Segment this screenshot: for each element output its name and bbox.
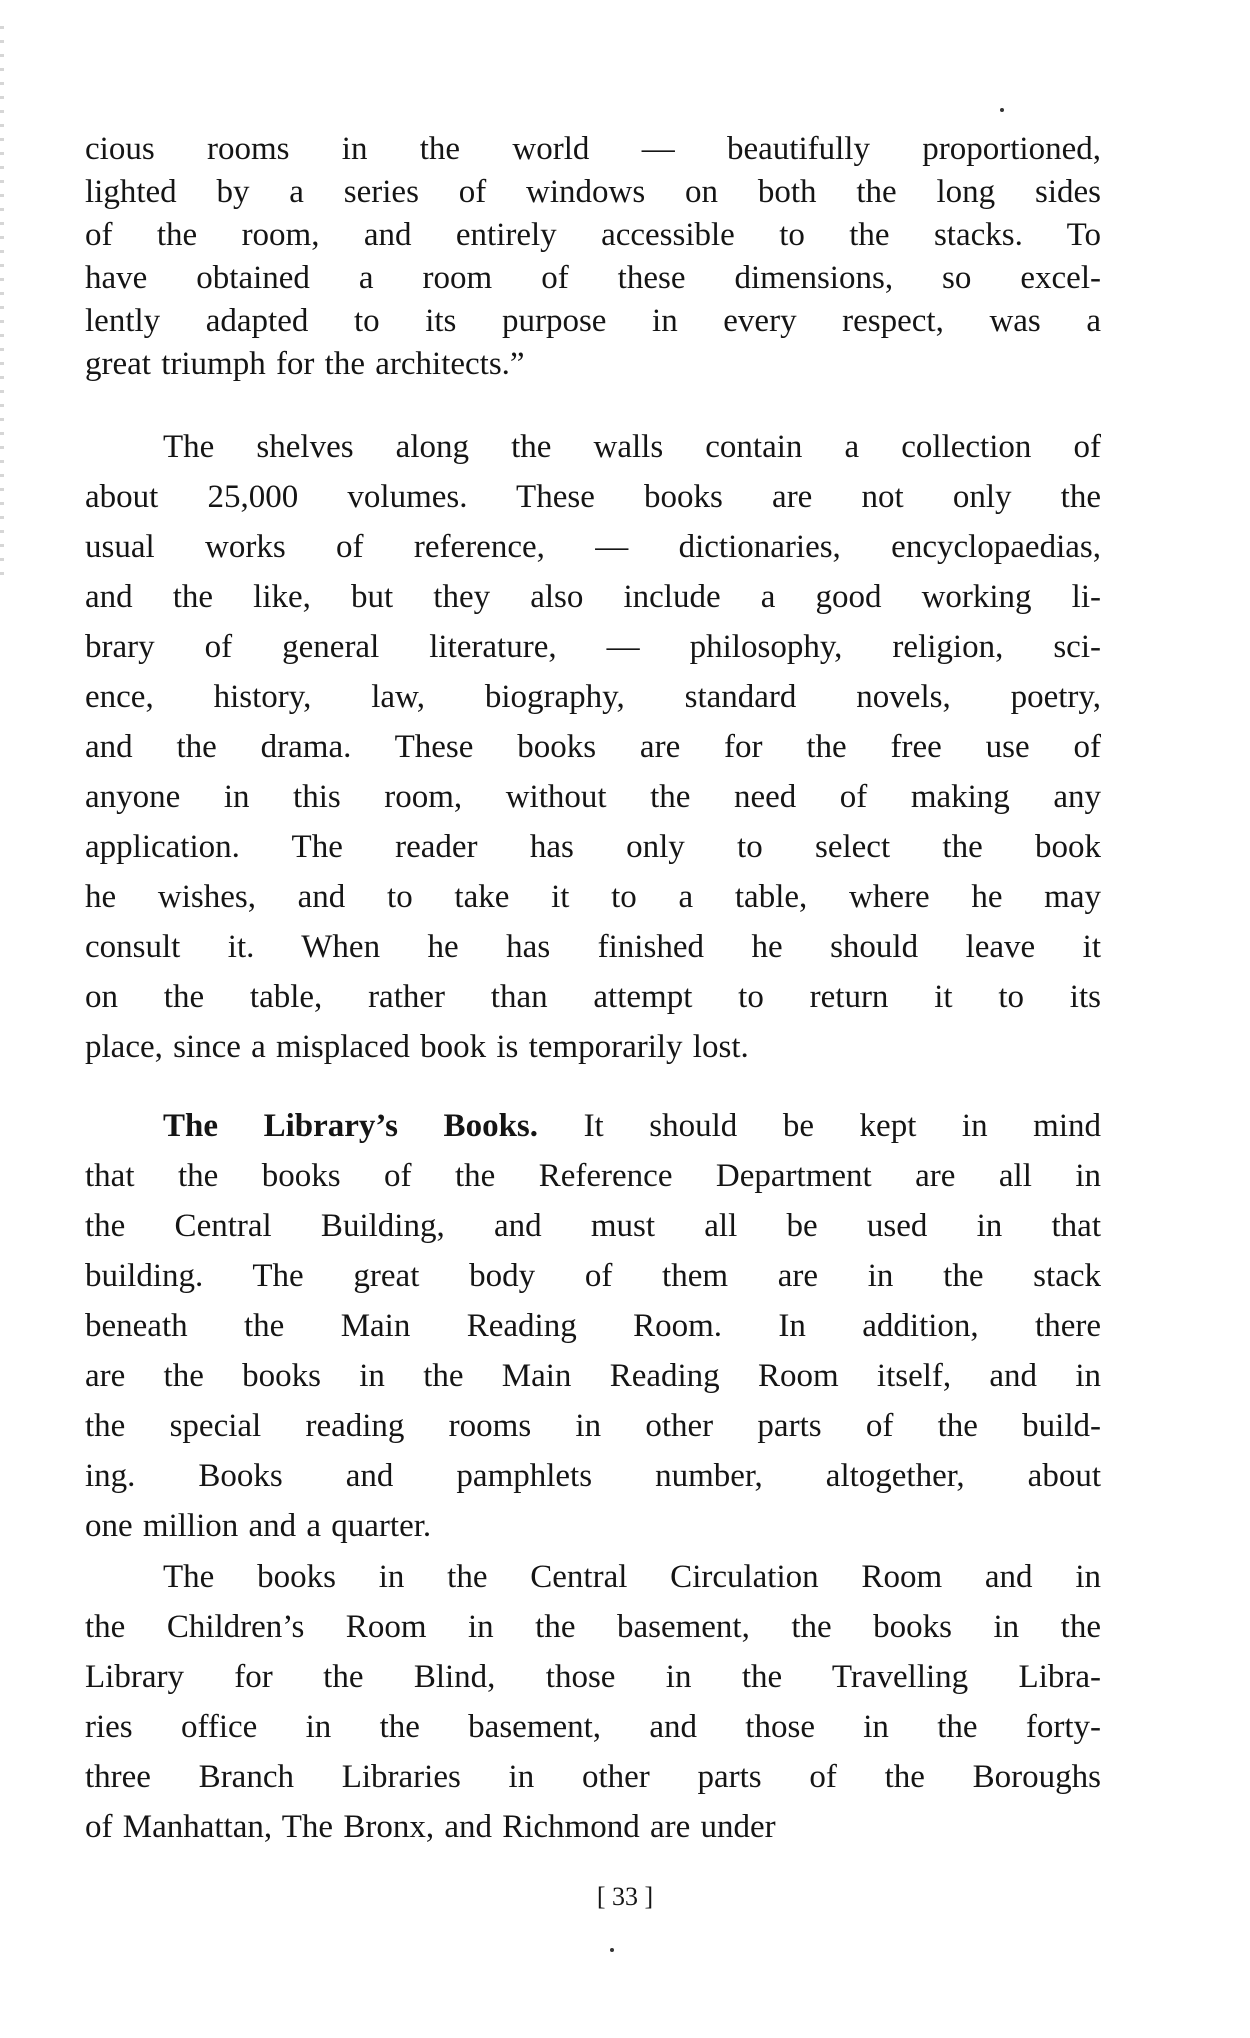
text-line: that the books of the Reference Department are all in [85, 1158, 1101, 1194]
text-line: are the books in the Main Reading Room itself, and in [85, 1358, 1101, 1394]
text-line: and the drama. These books are for the free use of [85, 729, 1101, 765]
text-line: the Central Building, and must all be used in that [85, 1208, 1101, 1244]
scan-speck [610, 1948, 614, 1952]
section-heading: The Library’s Books. [163, 1108, 539, 1144]
text-line: The shelves along the walls contain a collection of [163, 429, 1101, 465]
paragraph-2 [85, 422, 1101, 1072]
text-line: lighted by a series of windows on both the long sides [85, 174, 1101, 210]
text-line: the special reading rooms in other parts of the build- [85, 1408, 1101, 1444]
text-line: The books in the Central Circulation Room and in [163, 1559, 1101, 1595]
scan-speck [1000, 108, 1004, 112]
scanned-page-edge [0, 20, 4, 580]
text-line: ries office in the basement, and those in the forty- [85, 1709, 1101, 1745]
text-line [85, 1101, 1101, 1151]
text-line: ing. Books and pamphlets number, altogether, about [85, 1458, 1101, 1494]
text-line: about 25,000 volumes. These books are not only the [85, 479, 1101, 515]
page-number: [ 33 ] [596, 1882, 654, 1911]
text-line: the Children’s Room in the basement, the books in the [85, 1609, 1101, 1645]
text-line: Library for the Blind, those in the Travelling Libra- [85, 1659, 1101, 1695]
text-line: one million and a quarter. [85, 1508, 432, 1544]
text-line: ence, history, law, biography, standard novels, poetry, [85, 679, 1101, 715]
text-line: brary of general literature, — philosophy, religion, sci- [85, 629, 1101, 665]
text-line: application. The reader has only to select the book [85, 829, 1101, 865]
text-line: have obtained a room of these dimensions, so excel- [85, 260, 1101, 296]
paragraph-libraries-books [85, 1101, 1101, 1551]
text-line: of Manhattan, The Bronx, and Richmond are under [85, 1809, 776, 1845]
text-line: usual works of reference, — dictionaries, encyclopaedias, [85, 529, 1101, 565]
text-line: great triumph for the architects.” [85, 346, 525, 382]
text-line: and the like, but they also include a good working li- [85, 579, 1101, 615]
text-line-rest: It should be kept in mind [538, 1108, 1101, 1144]
text-line: cious rooms in the world — beautifully proportioned, [85, 131, 1101, 167]
text-line: place, since a misplaced book is temporarily lost. [85, 1029, 749, 1065]
text-line: consult it. When he has finished he should leave it [85, 929, 1101, 965]
paragraph-1 [85, 128, 1101, 386]
text-line: of the room, and entirely accessible to the stacks. To [85, 217, 1101, 253]
text-line: three Branch Libraries in other parts of the Boroughs [85, 1759, 1101, 1795]
text-line: on the table, rather than attempt to return it to its [85, 979, 1101, 1015]
text-line: lently adapted to its purpose in every respect, was a [85, 303, 1101, 339]
text-line: he wishes, and to take it to a table, where he may [85, 879, 1101, 915]
text-line: building. The great body of them are in the stack [85, 1258, 1101, 1294]
text-line: beneath the Main Reading Room. In addition, there [85, 1308, 1101, 1344]
paragraph-4 [85, 1552, 1101, 1852]
text-line: anyone in this room, without the need of making any [85, 779, 1101, 815]
